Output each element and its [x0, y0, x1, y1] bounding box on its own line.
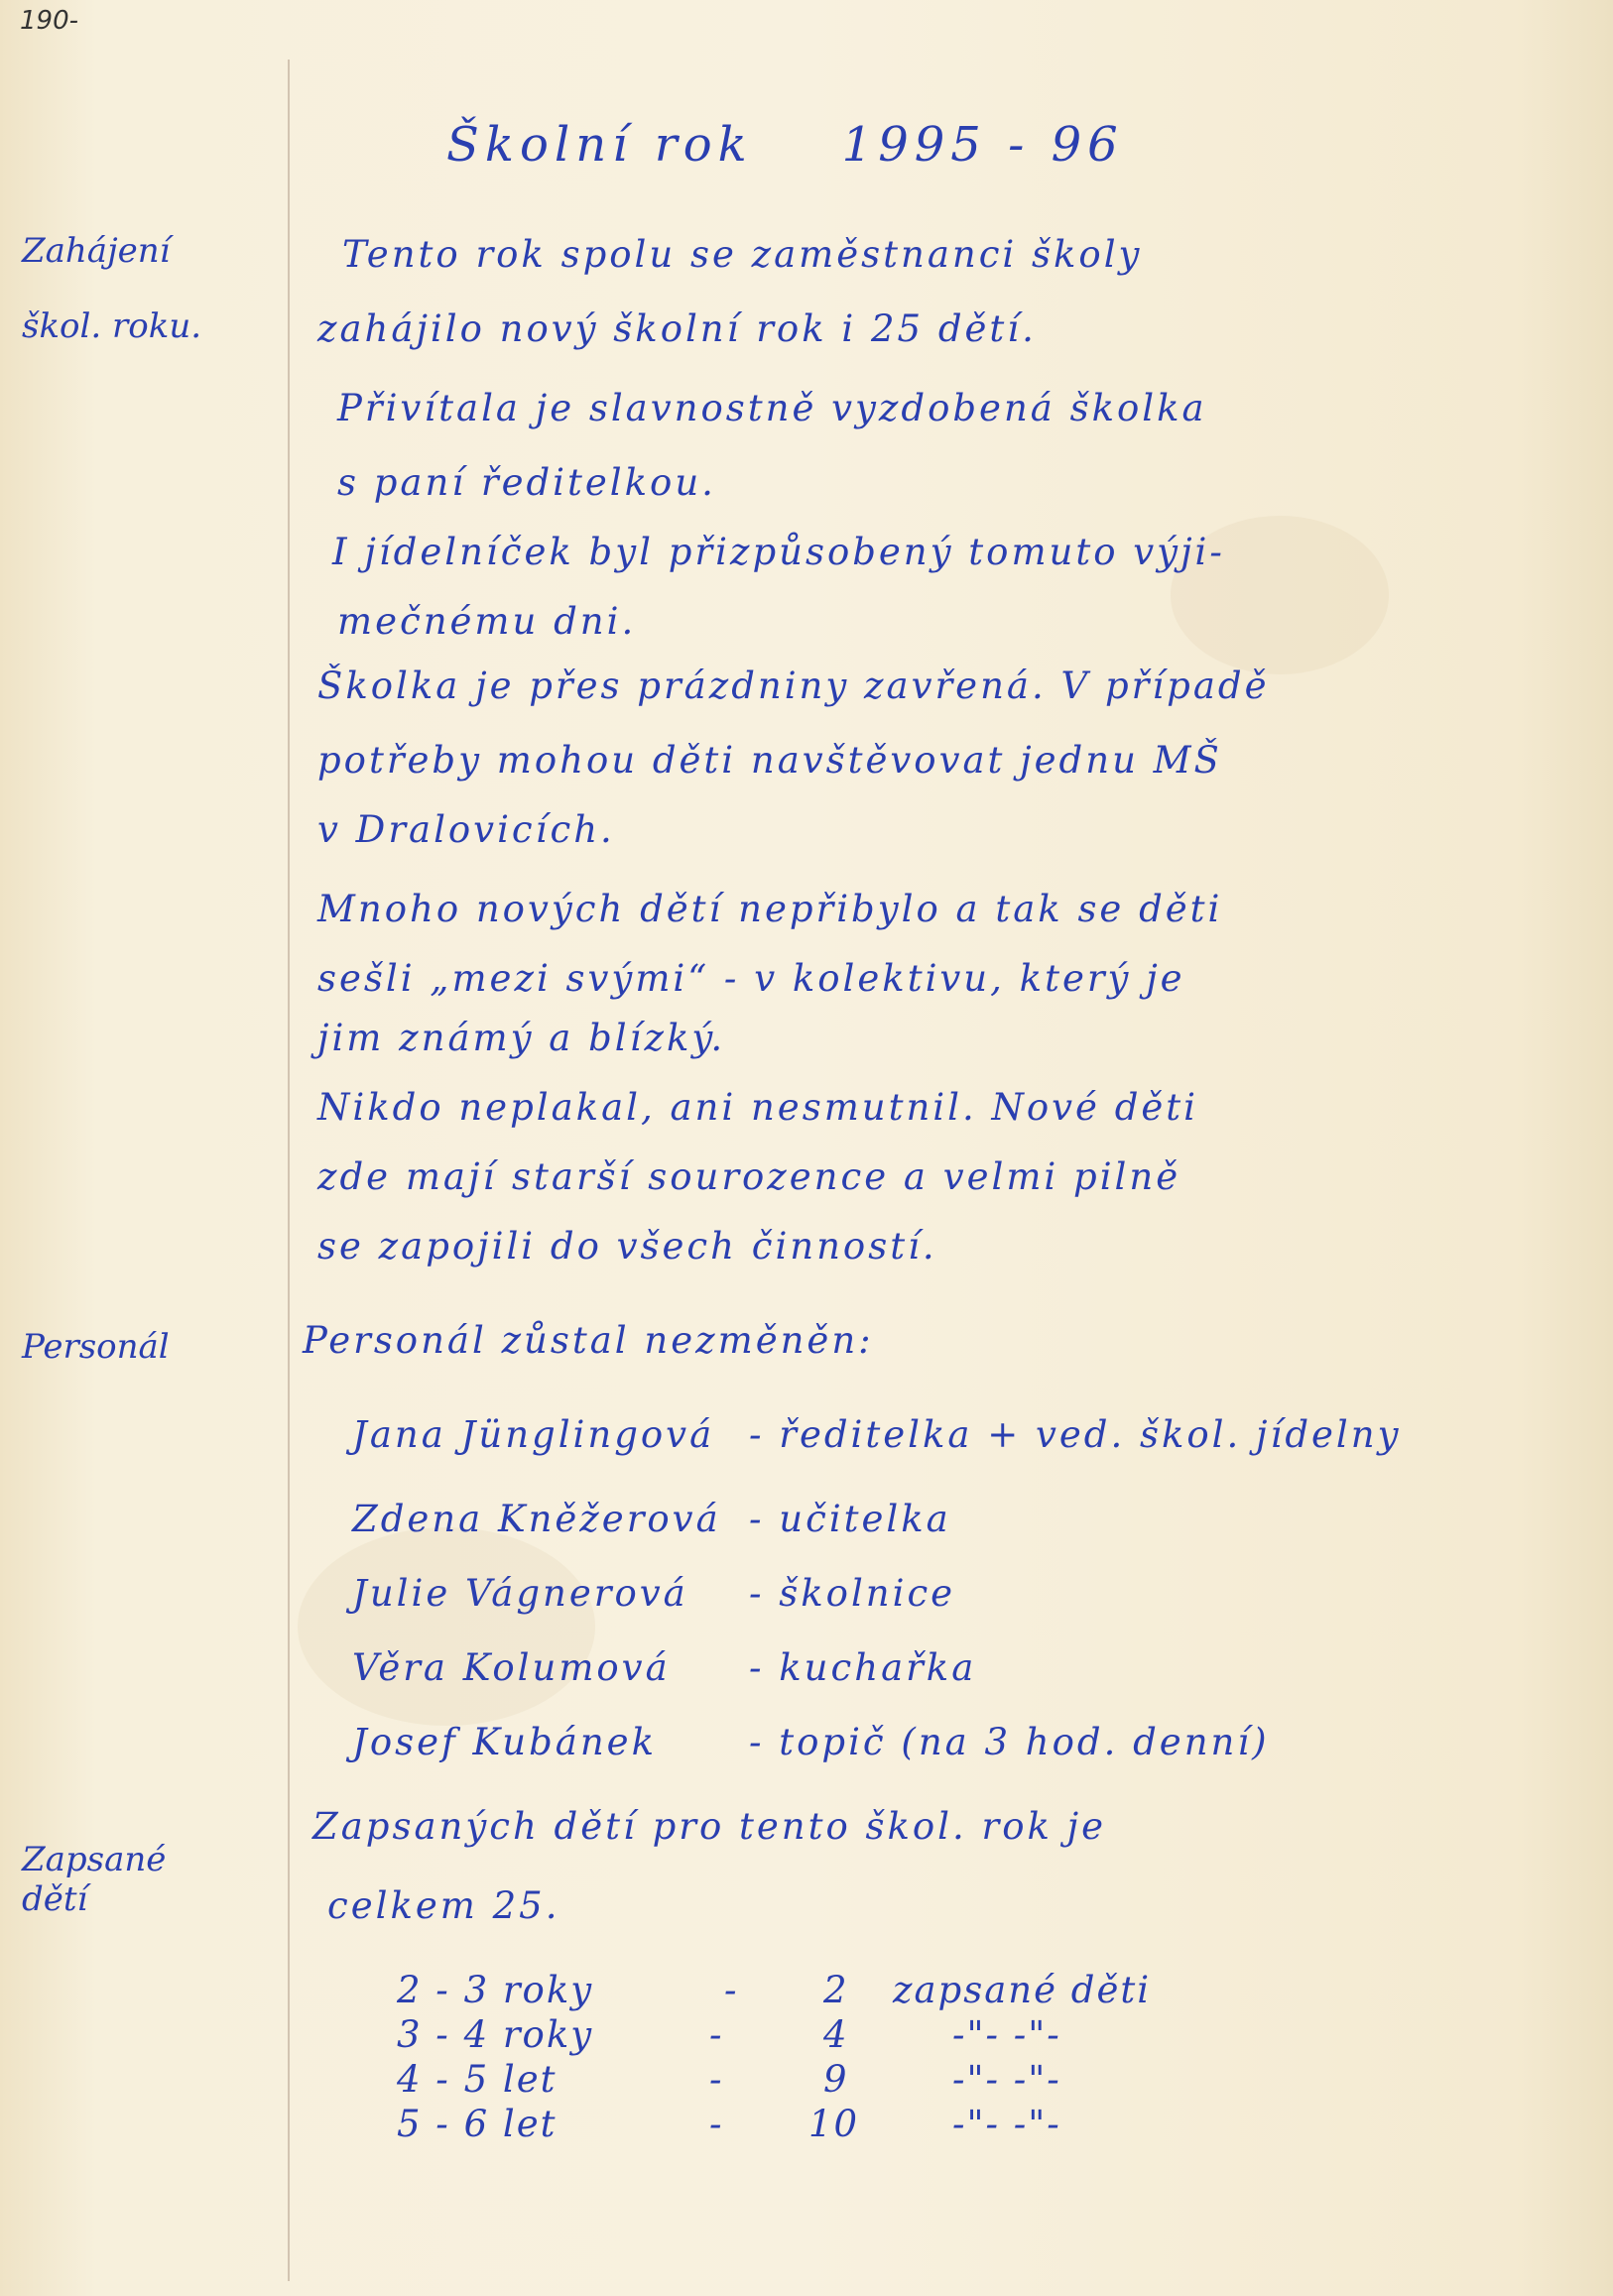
- paragraph-line: Nikdo neplakal, ani nesmutnil. Nové děti: [317, 1086, 1198, 1129]
- personnel-intro: Personál zůstal nezměněn:: [303, 1319, 874, 1362]
- staff-row: [352, 1498, 951, 1540]
- age-count: 4: [823, 2013, 849, 2056]
- age-count: 10: [808, 2103, 860, 2145]
- age-range: 3 - 4 roky: [397, 2013, 594, 2056]
- staff-name: Jana Jünglingová: [352, 1413, 715, 1456]
- paragraph-line: s paní ředitelkou.: [337, 461, 716, 504]
- paragraph-line: se zapojili do všech činností.: [317, 1225, 937, 1268]
- title-label: Školní rok: [446, 117, 753, 173]
- age-label: -"- -"-: [952, 2058, 1061, 2101]
- enrolled-line: celkem 25.: [327, 1884, 560, 1927]
- paragraph-line: sešli „mezi svými“ - v kolektivu, který je: [317, 957, 1185, 1000]
- age-dash: -: [724, 1969, 739, 2011]
- staff-row: [352, 1721, 1270, 1763]
- staff-name: Věra Kolumová: [352, 1646, 671, 1689]
- margin-rule: [288, 60, 290, 2281]
- page-number: 190-: [20, 6, 79, 36]
- age-label: zapsané děti: [893, 1969, 1152, 2011]
- age-dash: -: [709, 2013, 724, 2056]
- paragraph-line: jim známý a blízký.: [317, 1017, 726, 1059]
- age-range: 2 - 3 roky: [397, 1969, 594, 2011]
- paper-stain: [298, 1527, 595, 1726]
- age-count: 9: [823, 2058, 849, 2101]
- paragraph-line: Přivítala je slavnostně vyzdobená školka: [337, 387, 1207, 429]
- page-title: [446, 117, 1124, 173]
- staff-row: [352, 1572, 956, 1615]
- enrolled-line: Zapsaných dětí pro tento škol. rok je: [312, 1805, 1107, 1848]
- paragraph-line: v Dralovicích.: [317, 808, 615, 851]
- margin-note-enrolled-children: Zapsané dětí: [22, 1840, 167, 1919]
- staff-row: [352, 1413, 1402, 1456]
- age-range: 5 - 6 let: [397, 2103, 558, 2145]
- paragraph-line: mečnému dni.: [337, 600, 637, 643]
- margin-note-school-year-start: Zahájení škol. roku.: [22, 231, 202, 346]
- age-label: -"- -"-: [952, 2013, 1061, 2056]
- staff-role: - učitelka: [749, 1498, 951, 1540]
- age-dash: -: [709, 2103, 724, 2145]
- staff-name: Zdena Kněžerová: [352, 1498, 721, 1540]
- margin-note-personnel: Personál: [22, 1327, 170, 1367]
- paragraph-line: zde mají starší sourozence a velmi pilně: [317, 1155, 1181, 1198]
- staff-role: - topič (na 3 hod. denní): [749, 1721, 1270, 1763]
- age-dash: -: [709, 2058, 724, 2101]
- age-label: -"- -"-: [952, 2103, 1061, 2145]
- age-range: 4 - 5 let: [397, 2058, 558, 2101]
- title-year: 1995 - 96: [841, 117, 1124, 173]
- paragraph-line: I jídelníček byl přizpůsobený tomuto výji-: [332, 531, 1225, 573]
- staff-row: [352, 1646, 977, 1689]
- paragraph-line: Školka je přes prázdniny zavřená. V případě: [317, 665, 1270, 707]
- staff-role: - ředitelka + ved. škol. jídelny: [749, 1413, 1402, 1456]
- paragraph-line: zahájilo nový školní rok i 25 dětí.: [317, 307, 1037, 350]
- staff-name: Josef Kubánek: [352, 1721, 657, 1763]
- paragraph-line: potřeby mohou děti navštěvovat jednu MŠ: [317, 739, 1222, 782]
- age-count: 2: [823, 1969, 849, 2011]
- staff-name: Julie Vágnerová: [352, 1572, 688, 1615]
- staff-role: - školnice: [749, 1572, 956, 1615]
- paragraph-line: Tento rok spolu se zaměstnanci školy: [342, 233, 1143, 276]
- paragraph-line: Mnoho nových dětí nepřibylo a tak se děti: [317, 888, 1223, 930]
- staff-role: - kuchařka: [749, 1646, 977, 1689]
